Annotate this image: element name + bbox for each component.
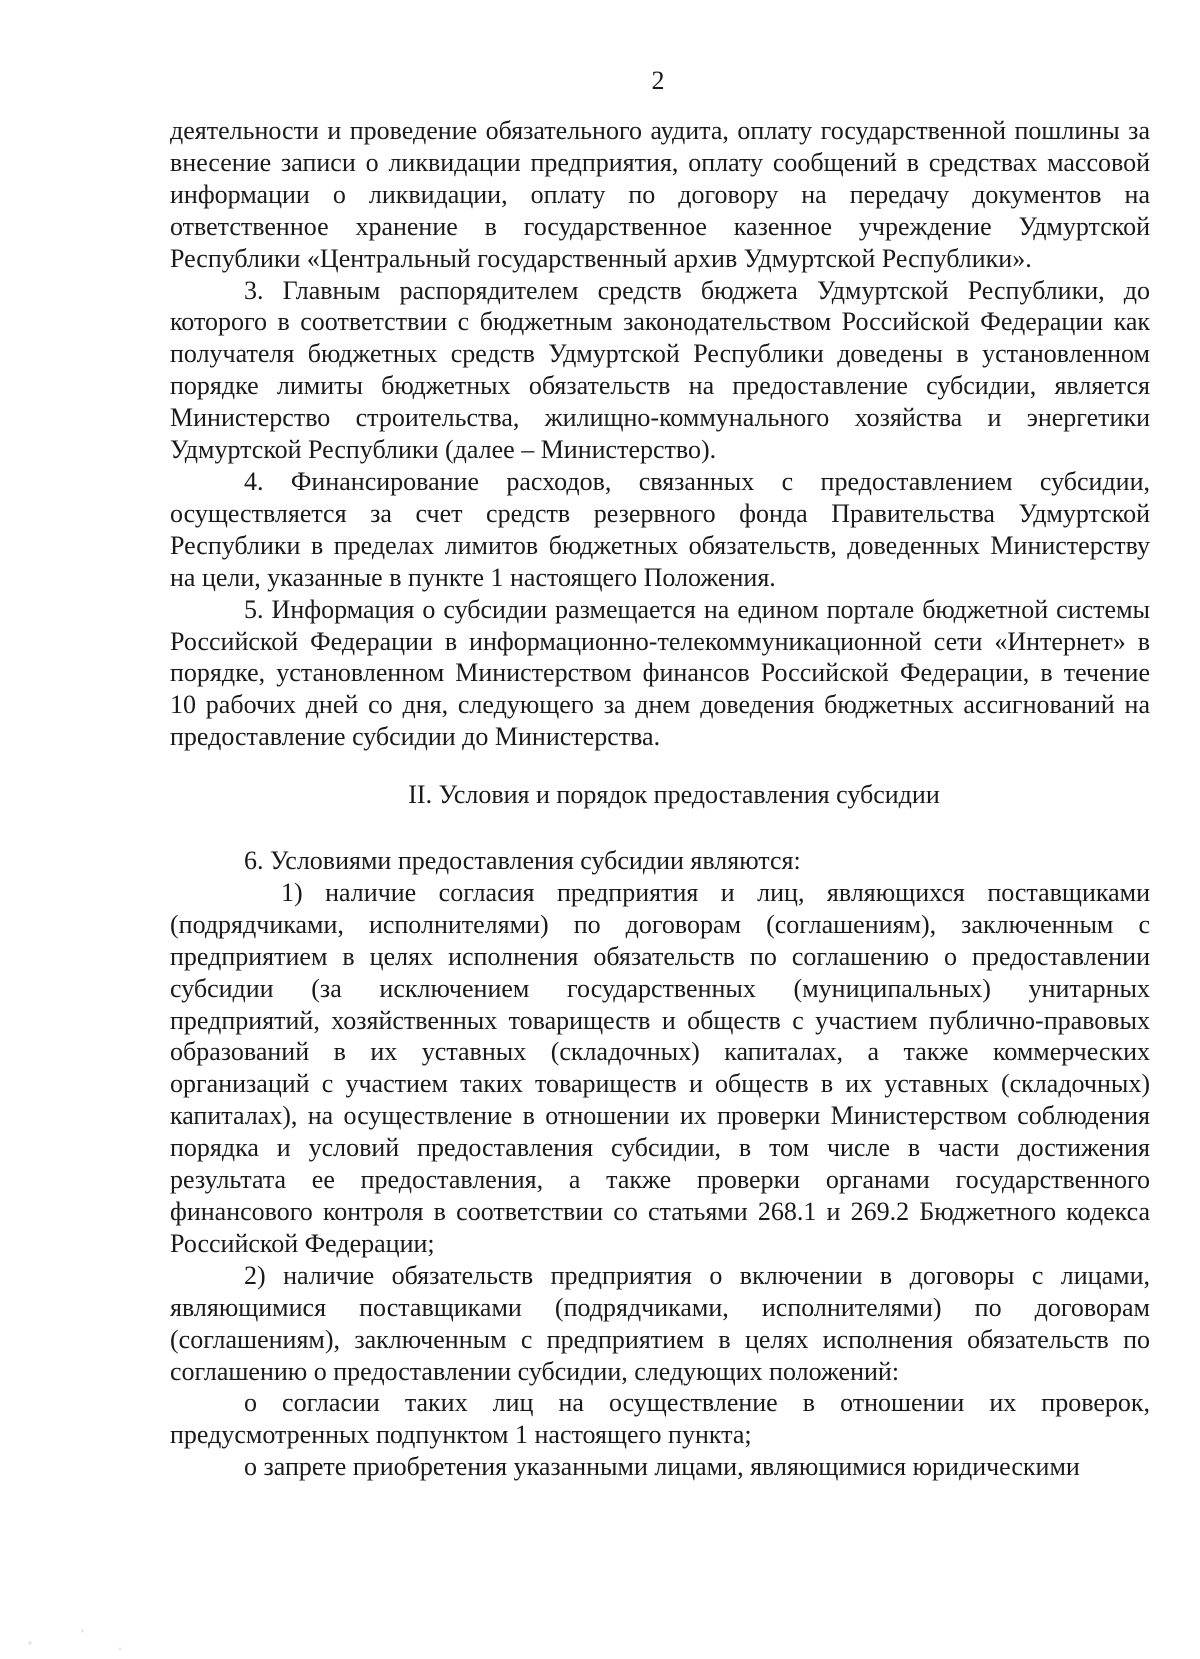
section-heading: II. Условия и порядок предоставления субсидии <box>408 780 940 810</box>
paragraph-3: 3. Главным распорядителем средств бюджета Удмуртской Республики, до которого в соответствии с бюджетным законодательством Российской Федерации как получателя бюджетных средств Удмуртской Республики доведены в установленном порядке лимиты бюджетных обязательств на предоставление субсидии, является Министерство строительства, жилищно-коммунального хозяйства и энергетики Удмуртской Республики (далее – Министерство). <box>170 275 1150 465</box>
paragraph-5: 5. Информация о субсидии размещается на едином портале бюджетной системы Российской Федерации в информационно-телекоммуникационной сети «Интернет» в порядке, установленном Министерством финансов Российской Федерации, в течение 10 рабочих дней со дня, следующего за днем доведения бюджетных ассигнований на предоставление субсидии до Министерства. <box>170 594 1150 752</box>
document-body <box>170 115 1150 1483</box>
paragraph-6-subitem-2-clause-a: о согласии таких лиц на осуществление в отношении их проверок, предусмотренных подпунктом 1 настоящего пункта; <box>170 1388 1150 1450</box>
paragraph-6: 6. Условиями предоставления субсидии являются: <box>244 846 801 876</box>
paragraph-4: 4. Финансирование расходов, связанных с предоставлением субсидии, осуществляется за счет средств резервного фонда Правительства Удмуртской Республики в пределах лимитов бюджетных обязательств, доведенных Министерству на цели, указанные в пункте 1 настоящего Положения. <box>170 466 1150 592</box>
paragraph-6-subitem-2-clause-b: о запрете приобретения указанными лицами, являющимися юридическими <box>244 1452 1080 1482</box>
paragraph-continuation: деятельности и проведение обязательного аудита, оплату государственной пошлины за внесение записи о ликвидации предприятия, оплату сообщений в средствах массовой информации о ликвидации, оплату по договору на передачу документов на ответственное хранение в государственное казенное учреждение Удмуртской Республики «Центральный государственный архив Удмуртской Республики». <box>170 116 1150 273</box>
paragraph-6-subitem-1: 1) наличие согласия предприятия и лиц, являющихся поставщиками (подрядчиками, исполнителями) по договорам (соглашениям), заключенным с предприятием в целях исполнения обязательств по соглашению о предоставлении субсидии (за исключением государственных (муниципальных) унитарных предприятий, хозяйственных товариществ и обществ с участием публично-правовых образований в их уставных (складочных) капиталах, а также коммерческих организаций с участием таких товариществ и обществ в их уставных (складочных) капиталах), на осуществление в отношении их проверки Министерством соблюдения порядка и условий предоставления субсидии, в том числе в части достижения результата ее предоставления, а также проверки органами государственного финансового контроля в соответствии со статьями 268.1 и 269.2 Бюджетного кодекса Российской Федерации; <box>170 877 1150 1258</box>
scan-noise <box>0 1619 150 1659</box>
page-number: 2 <box>651 66 665 95</box>
paragraph-6-subitem-2: 2) наличие обязательств предприятия о включении в договоры с лицами, являющимися поставщиками (подрядчиками, исполнителями) по договорам (соглашениям), заключенным с предприятием в целях исполнения обязательств по соглашению о предоставлении субсидии, следующих положений: <box>170 1260 1150 1386</box>
